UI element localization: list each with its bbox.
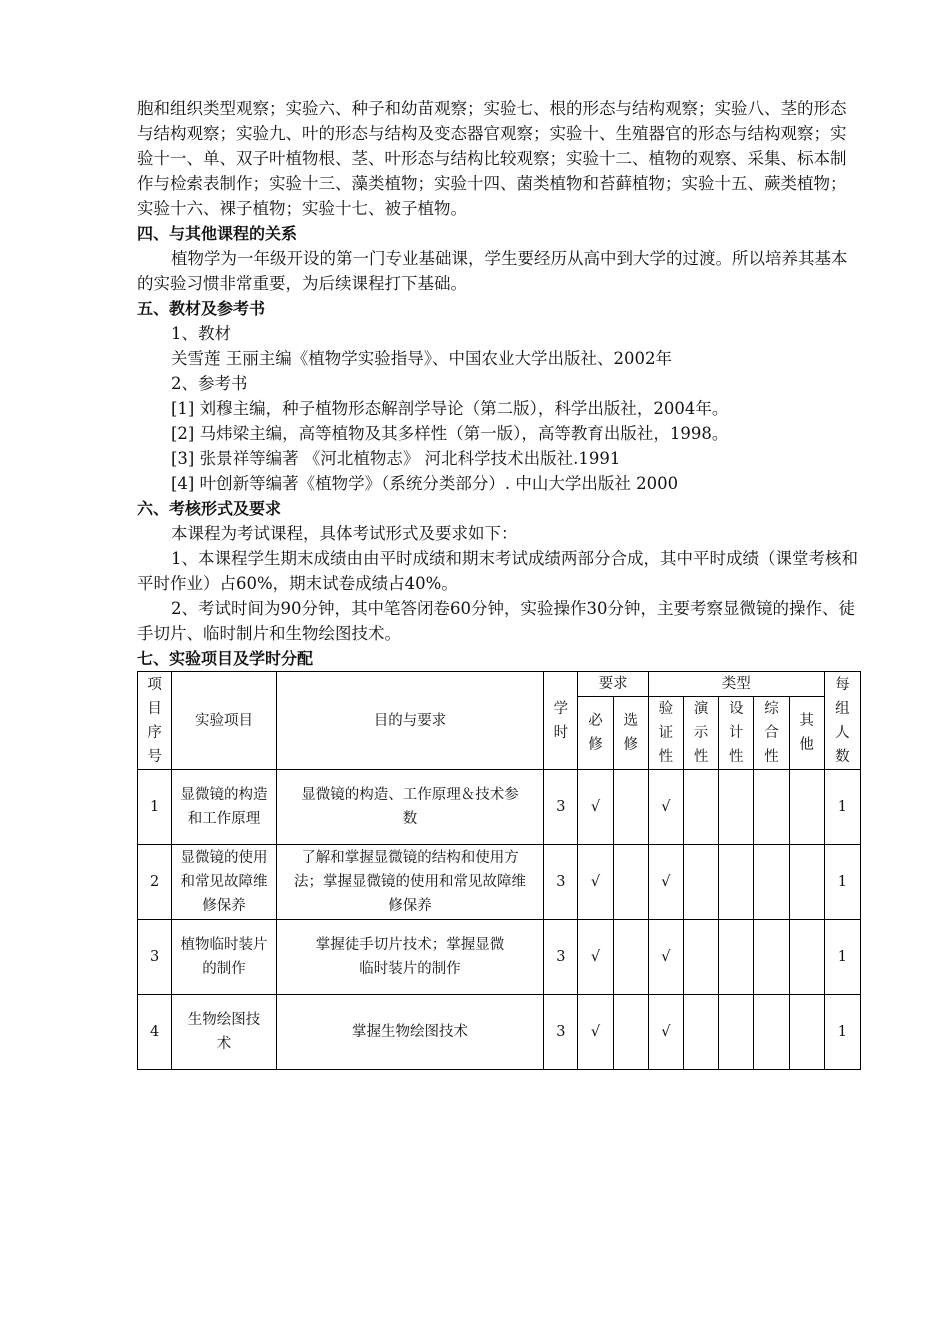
cell-comprehensive (754, 995, 789, 1070)
reference-item: [3] 张景祥等编著 《河北植物志》 河北科学技术出版社.1991 (171, 449, 621, 468)
header-required: 必修 (578, 697, 613, 770)
cell-demo (683, 920, 718, 995)
cell-elective (613, 845, 648, 920)
cell-group: 1 (824, 995, 860, 1070)
cell-demo (683, 770, 718, 845)
cell-design (719, 845, 754, 920)
cell-goal: 了解和掌握显微镜的结构和使用方法；掌握显微镜的使用和常见故障维修保养 (276, 845, 543, 920)
reference-item: [4] 叶创新等编著《植物学》（系统分类部分）. 中山大学出版社 2000 (171, 474, 679, 493)
cell-elective (613, 770, 648, 845)
cell-other (789, 995, 824, 1070)
cell-seq: 1 (138, 770, 172, 845)
textbook-entry: 关雪莲 王丽主编《植物学实验指导》、中国农业大学出版社、2002年 (171, 349, 672, 368)
table-row (138, 770, 861, 845)
header-goal: 目的与要求 (276, 672, 543, 770)
section6-p3: 2、考试时间为90分钟，其中笔答闭卷60分钟，实验操作30分钟，主要考察显微镜的操作、徒手切片、临时制片和生物绘图技术。 (137, 599, 855, 643)
reference-item: [1] 刘穆主编，种子植物形态解剖学导论（第二版），科学出版社，2004年。 (171, 399, 729, 418)
section7-heading: 七、实验项目及学时分配 (137, 649, 314, 668)
cell-project: 植物临时装片的制作 (172, 920, 277, 995)
header-comprehensive: 综合性 (754, 697, 789, 770)
section4-body: 植物学为一年级开设的第一门专业基础课，学生要经历从高中到大学的过渡。所以培养其基本的实验习惯非常重要，为后续课程打下基础。 (137, 249, 848, 293)
intro-paragraph: 胞和组织类型观察；实验六、种子和幼苗观察；实验七、根的形态与结构观察；实验八、茎的形态与结构观察；实验九、叶的形态与结构及变态器官观察；实验十、生殖器官的形态与结构观察；实验十一、单、双子叶植物根、茎、叶形态与结构比较观察；实验十二、植物的观察、采集、标本制作与检索表制作；实验十三、藻类植物；实验十四、菌类植物和苔藓植物；实验十五、蕨类植物；实验十六、裸子植物；实验十七、被子植物。 (137, 99, 847, 218)
cell-design (719, 920, 754, 995)
cell-comprehensive (754, 845, 789, 920)
cell-required: √ (578, 920, 613, 995)
cell-goal: 显微镜的构造、工作原理＆技术参数 (276, 770, 543, 845)
cell-group: 1 (824, 770, 860, 845)
cell-other (789, 770, 824, 845)
cell-verify: √ (648, 845, 683, 920)
cell-design (719, 770, 754, 845)
table-row (138, 920, 861, 995)
header-project: 实验项目 (172, 672, 277, 770)
cell-elective (613, 995, 648, 1070)
refs-label: 2、参考书 (171, 374, 248, 393)
header-demo: 演示性 (683, 697, 718, 770)
header-type: 类型 (648, 672, 824, 697)
document-page (137, 96, 861, 1070)
textbook-label: 1、教材 (171, 324, 231, 343)
cell-group: 1 (824, 920, 860, 995)
cell-design (719, 995, 754, 1070)
cell-other (789, 920, 824, 995)
header-elective: 选修 (613, 697, 648, 770)
header-design: 设计性 (719, 697, 754, 770)
cell-elective (613, 920, 648, 995)
section6-p2: 1、本课程学生期末成绩由由平时成绩和期末考试成绩两部分合成，其中平时成绩（课堂考核和平时作业）占60%，期末试卷成绩占40%。 (137, 549, 858, 593)
cell-demo (683, 845, 718, 920)
cell-group: 1 (824, 845, 860, 920)
section4-heading: 四、与其他课程的关系 (137, 224, 298, 243)
cell-project: 生物绘图技术 (172, 995, 277, 1070)
table-header-row (138, 672, 861, 697)
cell-hours: 3 (544, 920, 578, 995)
header-requirement: 要求 (578, 672, 648, 697)
cell-seq: 4 (138, 995, 172, 1070)
experiment-table (137, 671, 861, 1070)
header-hours: 学时 (544, 672, 578, 770)
cell-verify: √ (648, 995, 683, 1070)
cell-goal: 掌握徒手切片技术；掌握显微临时装片的制作 (276, 920, 543, 995)
section6-heading: 六、考核形式及要求 (137, 499, 282, 518)
reference-item: [2] 马炜梁主编，高等植物及其多样性（第一版），高等教育出版社，1998。 (171, 424, 729, 443)
cell-demo (683, 995, 718, 1070)
cell-goal: 掌握生物绘图技术 (276, 995, 543, 1070)
cell-comprehensive (754, 920, 789, 995)
cell-hours: 3 (544, 770, 578, 845)
cell-verify: √ (648, 770, 683, 845)
cell-required: √ (578, 770, 613, 845)
cell-hours: 3 (544, 995, 578, 1070)
header-other: 其他 (789, 697, 824, 770)
table-row (138, 845, 861, 920)
section5-heading: 五、教材及参考书 (137, 299, 266, 318)
cell-other (789, 845, 824, 920)
cell-project: 显微镜的使用和常见故障维修保养 (172, 845, 277, 920)
cell-required: √ (578, 995, 613, 1070)
cell-project: 显微镜的构造和工作原理 (172, 770, 277, 845)
section6-p1: 本课程为考试课程，具体考试形式及要求如下： (171, 524, 518, 543)
header-verify: 验证性 (648, 697, 683, 770)
cell-verify: √ (648, 920, 683, 995)
header-seq: 项目序号 (138, 672, 172, 770)
cell-seq: 2 (138, 845, 172, 920)
header-group: 每组人数 (824, 672, 860, 770)
cell-required: √ (578, 845, 613, 920)
cell-comprehensive (754, 770, 789, 845)
cell-seq: 3 (138, 920, 172, 995)
cell-hours: 3 (544, 845, 578, 920)
table-row (138, 995, 861, 1070)
